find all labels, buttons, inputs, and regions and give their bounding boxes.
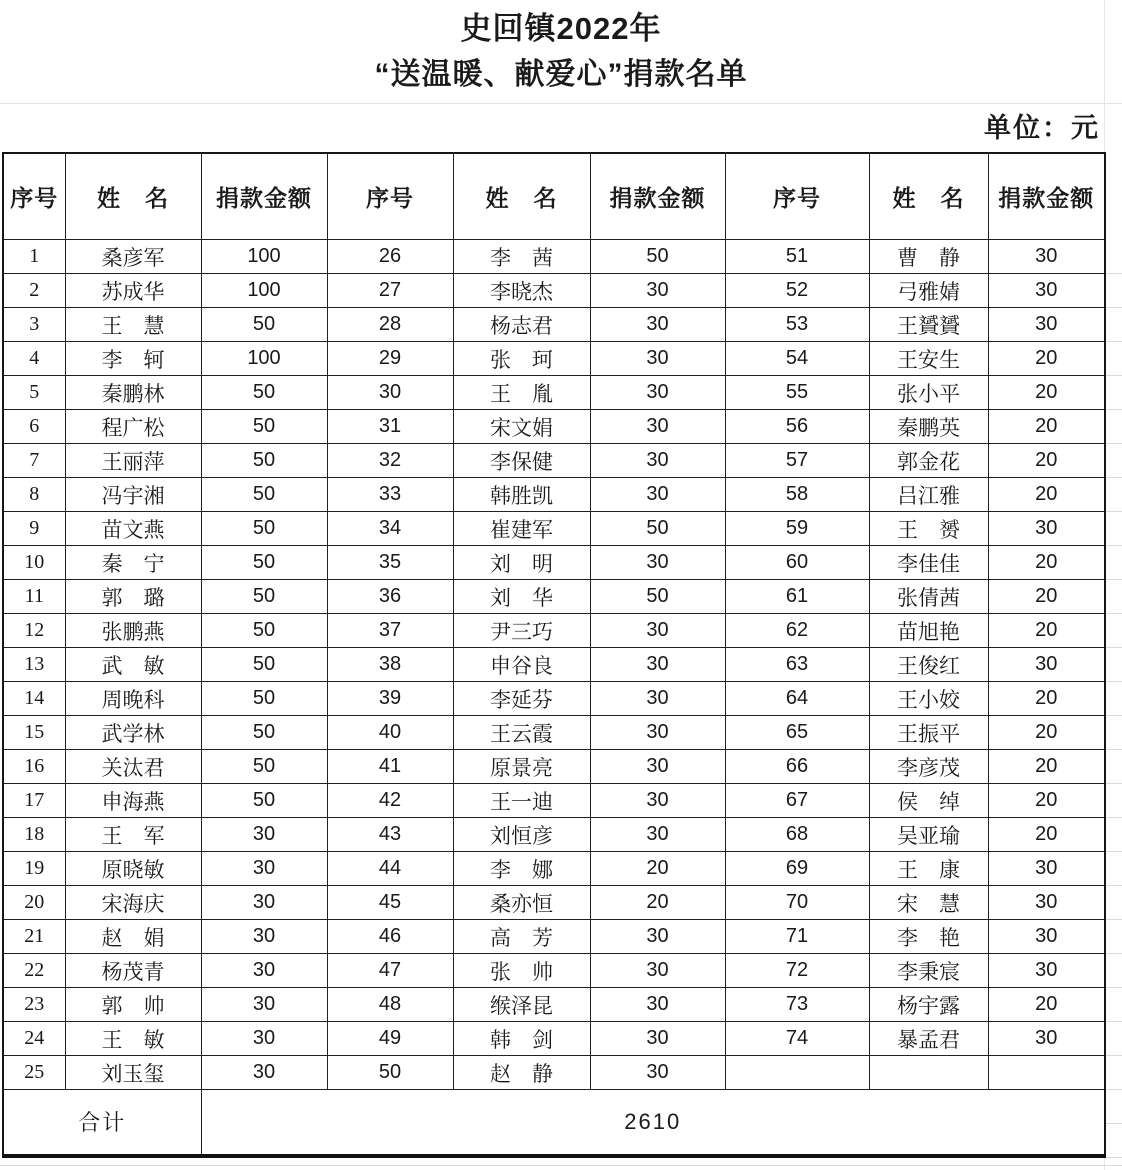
seq-cell: 74 — [725, 1022, 869, 1056]
header-name-1: 姓 名 — [65, 153, 201, 240]
amount-cell: 50 — [201, 308, 327, 342]
amount-cell: 30 — [590, 954, 725, 988]
seq-cell: 70 — [725, 886, 869, 920]
header-row — [3, 153, 1105, 240]
table-row — [3, 818, 1105, 852]
seq-cell: 7 — [3, 444, 65, 478]
amount-cell: 30 — [988, 1022, 1105, 1056]
gridline — [0, 103, 1122, 104]
amount-cell: 30 — [988, 308, 1105, 342]
amount-cell: 30 — [201, 1022, 327, 1056]
seq-cell: 55 — [725, 376, 869, 410]
seq-cell: 13 — [3, 648, 65, 682]
amount-cell: 30 — [988, 954, 1105, 988]
name-cell: 刘玉玺 — [65, 1056, 201, 1090]
seq-cell: 69 — [725, 852, 869, 886]
seq-cell: 68 — [725, 818, 869, 852]
header-amount-1: 捐款金额 — [201, 153, 327, 240]
table-row — [3, 988, 1105, 1022]
amount-cell: 30 — [590, 716, 725, 750]
name-cell: 申海燕 — [65, 784, 201, 818]
name-cell: 李 茜 — [453, 240, 590, 274]
name-cell: 李佳佳 — [869, 546, 988, 580]
amount-cell: 30 — [590, 818, 725, 852]
name-cell: 张小平 — [869, 376, 988, 410]
seq-cell: 9 — [3, 512, 65, 546]
table-row — [3, 784, 1105, 818]
name-cell: 关汰君 — [65, 750, 201, 784]
total-row — [3, 1090, 1105, 1156]
amount-cell: 50 — [201, 376, 327, 410]
name-cell: 刘 华 — [453, 580, 590, 614]
seq-cell: 49 — [327, 1022, 453, 1056]
name-cell: 程广松 — [65, 410, 201, 444]
seq-cell: 44 — [327, 852, 453, 886]
title-line-1: 史回镇2022年 — [460, 11, 662, 46]
table-row — [3, 444, 1105, 478]
seq-cell: 47 — [327, 954, 453, 988]
seq-cell: 6 — [3, 410, 65, 444]
amount-cell: 30 — [590, 614, 725, 648]
seq-cell: 41 — [327, 750, 453, 784]
name-cell: 张鹏燕 — [65, 614, 201, 648]
name-cell: 吕江雅 — [869, 478, 988, 512]
table-row — [3, 308, 1105, 342]
name-cell: 宋文娟 — [453, 410, 590, 444]
table-row — [3, 886, 1105, 920]
amount-cell: 30 — [988, 920, 1105, 954]
amount-cell: 30 — [988, 274, 1105, 308]
seq-cell: 24 — [3, 1022, 65, 1056]
amount-cell: 50 — [201, 750, 327, 784]
name-cell: 原晓敏 — [65, 852, 201, 886]
amount-cell: 30 — [590, 1056, 725, 1090]
name-cell: 王俊红 — [869, 648, 988, 682]
seq-cell: 27 — [327, 274, 453, 308]
amount-cell: 30 — [988, 512, 1105, 546]
seq-cell: 16 — [3, 750, 65, 784]
amount-cell: 50 — [201, 410, 327, 444]
amount-cell: 50 — [201, 682, 327, 716]
name-cell: 王 慧 — [65, 308, 201, 342]
name-cell: 尹三巧 — [453, 614, 590, 648]
seq-cell: 12 — [3, 614, 65, 648]
table-row — [3, 750, 1105, 784]
seq-cell: 45 — [327, 886, 453, 920]
table-row — [3, 954, 1105, 988]
name-cell: 李秉宸 — [869, 954, 988, 988]
amount-cell: 50 — [590, 512, 725, 546]
amount-cell: 50 — [201, 784, 327, 818]
header-name-2: 姓 名 — [453, 153, 590, 240]
amount-cell: 30 — [201, 954, 327, 988]
seq-cell: 67 — [725, 784, 869, 818]
name-cell: 苗旭艳 — [869, 614, 988, 648]
seq-cell: 61 — [725, 580, 869, 614]
name-cell: 侯 绰 — [869, 784, 988, 818]
seq-cell: 51 — [725, 240, 869, 274]
amount-cell: 50 — [201, 580, 327, 614]
name-cell: 王云霞 — [453, 716, 590, 750]
name-cell: 申谷良 — [453, 648, 590, 682]
table-row — [3, 648, 1105, 682]
seq-cell: 37 — [327, 614, 453, 648]
seq-cell: 36 — [327, 580, 453, 614]
name-cell: 王贇贇 — [869, 308, 988, 342]
amount-cell: 30 — [590, 478, 725, 512]
seq-cell: 33 — [327, 478, 453, 512]
amount-cell: 100 — [201, 274, 327, 308]
seq-cell: 64 — [725, 682, 869, 716]
seq-cell: 46 — [327, 920, 453, 954]
amount-cell: 50 — [201, 444, 327, 478]
name-cell: 李晓杰 — [453, 274, 590, 308]
seq-cell: 35 — [327, 546, 453, 580]
amount-cell: 20 — [988, 614, 1105, 648]
seq-cell: 73 — [725, 988, 869, 1022]
seq-cell: 39 — [327, 682, 453, 716]
title-line-2: “送温暖、献爱心”捐款名单 — [374, 58, 748, 91]
name-cell: 暴孟君 — [869, 1022, 988, 1056]
gridline-strip — [1104, 240, 1122, 1162]
donation-table — [2, 152, 1106, 1158]
seq-cell: 1 — [3, 240, 65, 274]
amount-cell: 50 — [201, 546, 327, 580]
header-seq-2: 序号 — [327, 153, 453, 240]
name-cell: 弓雅婧 — [869, 274, 988, 308]
table-row — [3, 1056, 1105, 1090]
seq-cell: 34 — [327, 512, 453, 546]
seq-cell: 32 — [327, 444, 453, 478]
amount-cell: 50 — [201, 648, 327, 682]
seq-cell: 57 — [725, 444, 869, 478]
amount-cell: 30 — [590, 376, 725, 410]
seq-cell: 5 — [3, 376, 65, 410]
header-seq-3: 序号 — [725, 153, 869, 240]
seq-cell: 72 — [725, 954, 869, 988]
amount-cell: 30 — [201, 920, 327, 954]
name-cell: 曹 静 — [869, 240, 988, 274]
name-cell: 刘 明 — [453, 546, 590, 580]
amount-cell — [988, 1056, 1105, 1090]
seq-cell: 2 — [3, 274, 65, 308]
table-row — [3, 342, 1105, 376]
name-cell: 韩 剑 — [453, 1022, 590, 1056]
seq-cell: 52 — [725, 274, 869, 308]
amount-cell: 30 — [988, 852, 1105, 886]
name-cell: 秦 宁 — [65, 546, 201, 580]
name-cell: 缑泽昆 — [453, 988, 590, 1022]
amount-cell: 20 — [988, 478, 1105, 512]
table-row — [3, 716, 1105, 750]
header-name-3: 姓 名 — [869, 153, 988, 240]
name-cell: 王 敏 — [65, 1022, 201, 1056]
amount-cell: 20 — [988, 342, 1105, 376]
name-cell: 张 帅 — [453, 954, 590, 988]
seq-cell: 31 — [327, 410, 453, 444]
name-cell: 原景亮 — [453, 750, 590, 784]
table-row — [3, 546, 1105, 580]
seq-cell: 4 — [3, 342, 65, 376]
name-cell: 桑亦恒 — [453, 886, 590, 920]
document-title — [0, 6, 1122, 98]
table-row — [3, 580, 1105, 614]
seq-cell: 58 — [725, 478, 869, 512]
name-cell: 桑彦军 — [65, 240, 201, 274]
table-row — [3, 512, 1105, 546]
table-row — [3, 614, 1105, 648]
name-cell: 李 艳 — [869, 920, 988, 954]
name-cell: 张 珂 — [453, 342, 590, 376]
name-cell: 韩胜凯 — [453, 478, 590, 512]
amount-cell: 30 — [988, 886, 1105, 920]
amount-cell: 30 — [590, 750, 725, 784]
seq-cell: 62 — [725, 614, 869, 648]
name-cell: 武 敏 — [65, 648, 201, 682]
seq-cell: 43 — [327, 818, 453, 852]
name-cell: 高 芳 — [453, 920, 590, 954]
header-seq-1: 序号 — [3, 153, 65, 240]
seq-cell: 59 — [725, 512, 869, 546]
amount-cell: 30 — [590, 784, 725, 818]
name-cell: 秦鹏英 — [869, 410, 988, 444]
seq-cell: 48 — [327, 988, 453, 1022]
seq-cell: 19 — [3, 852, 65, 886]
amount-cell: 50 — [201, 716, 327, 750]
seq-cell: 40 — [327, 716, 453, 750]
table-row — [3, 376, 1105, 410]
name-cell: 杨宇露 — [869, 988, 988, 1022]
seq-cell: 20 — [3, 886, 65, 920]
amount-cell: 50 — [590, 240, 725, 274]
seq-cell: 56 — [725, 410, 869, 444]
seq-cell: 21 — [3, 920, 65, 954]
seq-cell: 42 — [327, 784, 453, 818]
table-row — [3, 1022, 1105, 1056]
total-label: 合计 — [3, 1090, 201, 1156]
seq-cell: 71 — [725, 920, 869, 954]
amount-cell: 20 — [988, 784, 1105, 818]
amount-cell: 30 — [201, 852, 327, 886]
amount-cell: 50 — [590, 580, 725, 614]
amount-cell: 20 — [590, 886, 725, 920]
name-cell: 李 娜 — [453, 852, 590, 886]
name-cell: 郭金花 — [869, 444, 988, 478]
seq-cell: 53 — [725, 308, 869, 342]
seq-cell: 18 — [3, 818, 65, 852]
seq-cell: 29 — [327, 342, 453, 376]
name-cell: 赵 娟 — [65, 920, 201, 954]
table-row — [3, 274, 1105, 308]
name-cell: 王小姣 — [869, 682, 988, 716]
table-row — [3, 920, 1105, 954]
amount-cell: 30 — [590, 308, 725, 342]
amount-cell: 30 — [590, 1022, 725, 1056]
seq-cell: 25 — [3, 1056, 65, 1090]
amount-cell: 50 — [201, 512, 327, 546]
amount-cell: 20 — [988, 410, 1105, 444]
name-cell: 崔建军 — [453, 512, 590, 546]
name-cell: 郭 璐 — [65, 580, 201, 614]
amount-cell: 30 — [590, 410, 725, 444]
amount-cell: 20 — [988, 716, 1105, 750]
header-amount-2: 捐款金额 — [590, 153, 725, 240]
amount-cell: 30 — [201, 988, 327, 1022]
seq-cell — [725, 1056, 869, 1090]
amount-cell: 100 — [201, 342, 327, 376]
total-value: 2610 — [201, 1090, 1105, 1156]
name-cell: 苏成华 — [65, 274, 201, 308]
name-cell: 李 轲 — [65, 342, 201, 376]
amount-cell: 30 — [590, 648, 725, 682]
gridline — [0, 1165, 1122, 1166]
amount-cell: 20 — [590, 852, 725, 886]
seq-cell: 3 — [3, 308, 65, 342]
name-cell: 郭 帅 — [65, 988, 201, 1022]
name-cell: 张倩茜 — [869, 580, 988, 614]
amount-cell: 50 — [201, 478, 327, 512]
amount-cell: 30 — [590, 988, 725, 1022]
unit-label: 单位：元 — [984, 113, 1100, 143]
name-cell: 宋海庆 — [65, 886, 201, 920]
name-cell: 李保健 — [453, 444, 590, 478]
name-cell: 李彦茂 — [869, 750, 988, 784]
seq-cell: 63 — [725, 648, 869, 682]
amount-cell: 30 — [590, 920, 725, 954]
amount-cell: 30 — [201, 818, 327, 852]
table-row — [3, 682, 1105, 716]
name-cell: 冯宇湘 — [65, 478, 201, 512]
donation-table-body — [3, 240, 1105, 1090]
seq-cell: 60 — [725, 546, 869, 580]
name-cell: 李延芬 — [453, 682, 590, 716]
amount-cell: 30 — [590, 682, 725, 716]
amount-cell: 30 — [590, 546, 725, 580]
amount-cell: 50 — [201, 614, 327, 648]
seq-cell: 22 — [3, 954, 65, 988]
seq-cell: 23 — [3, 988, 65, 1022]
amount-cell: 30 — [201, 886, 327, 920]
amount-cell: 20 — [988, 376, 1105, 410]
name-cell: 吴亚瑜 — [869, 818, 988, 852]
amount-cell: 30 — [590, 274, 725, 308]
header-amount-3: 捐款金额 — [988, 153, 1105, 240]
amount-cell: 20 — [988, 750, 1105, 784]
name-cell: 杨茂青 — [65, 954, 201, 988]
name-cell: 王一迪 — [453, 784, 590, 818]
name-cell: 武学林 — [65, 716, 201, 750]
seq-cell: 26 — [327, 240, 453, 274]
seq-cell: 17 — [3, 784, 65, 818]
seq-cell: 10 — [3, 546, 65, 580]
table-row — [3, 410, 1105, 444]
name-cell: 刘恒彦 — [453, 818, 590, 852]
name-cell: 王振平 — [869, 716, 988, 750]
amount-cell: 100 — [201, 240, 327, 274]
name-cell: 王安生 — [869, 342, 988, 376]
table-row — [3, 478, 1105, 512]
amount-cell: 30 — [590, 444, 725, 478]
name-cell: 秦鹏林 — [65, 376, 201, 410]
amount-cell: 30 — [201, 1056, 327, 1090]
name-cell: 王 军 — [65, 818, 201, 852]
amount-cell: 30 — [988, 648, 1105, 682]
seq-cell: 15 — [3, 716, 65, 750]
table-row — [3, 240, 1105, 274]
seq-cell: 28 — [327, 308, 453, 342]
table-row — [3, 852, 1105, 886]
name-cell: 苗文燕 — [65, 512, 201, 546]
amount-cell: 20 — [988, 444, 1105, 478]
seq-cell: 11 — [3, 580, 65, 614]
amount-cell: 20 — [988, 818, 1105, 852]
amount-cell: 30 — [988, 240, 1105, 274]
seq-cell: 66 — [725, 750, 869, 784]
amount-cell: 20 — [988, 546, 1105, 580]
seq-cell: 54 — [725, 342, 869, 376]
name-cell: 王丽萍 — [65, 444, 201, 478]
amount-cell: 20 — [988, 580, 1105, 614]
seq-cell: 50 — [327, 1056, 453, 1090]
amount-cell: 20 — [988, 682, 1105, 716]
name-cell: 王 赟 — [869, 512, 988, 546]
name-cell: 赵 静 — [453, 1056, 590, 1090]
seq-cell: 38 — [327, 648, 453, 682]
name-cell — [869, 1056, 988, 1090]
amount-cell: 30 — [590, 342, 725, 376]
seq-cell: 30 — [327, 376, 453, 410]
seq-cell: 65 — [725, 716, 869, 750]
name-cell: 杨志君 — [453, 308, 590, 342]
name-cell: 周晚科 — [65, 682, 201, 716]
name-cell: 宋 慧 — [869, 886, 988, 920]
name-cell: 王 康 — [869, 852, 988, 886]
name-cell: 王 胤 — [453, 376, 590, 410]
seq-cell: 14 — [3, 682, 65, 716]
seq-cell: 8 — [3, 478, 65, 512]
amount-cell: 20 — [988, 988, 1105, 1022]
